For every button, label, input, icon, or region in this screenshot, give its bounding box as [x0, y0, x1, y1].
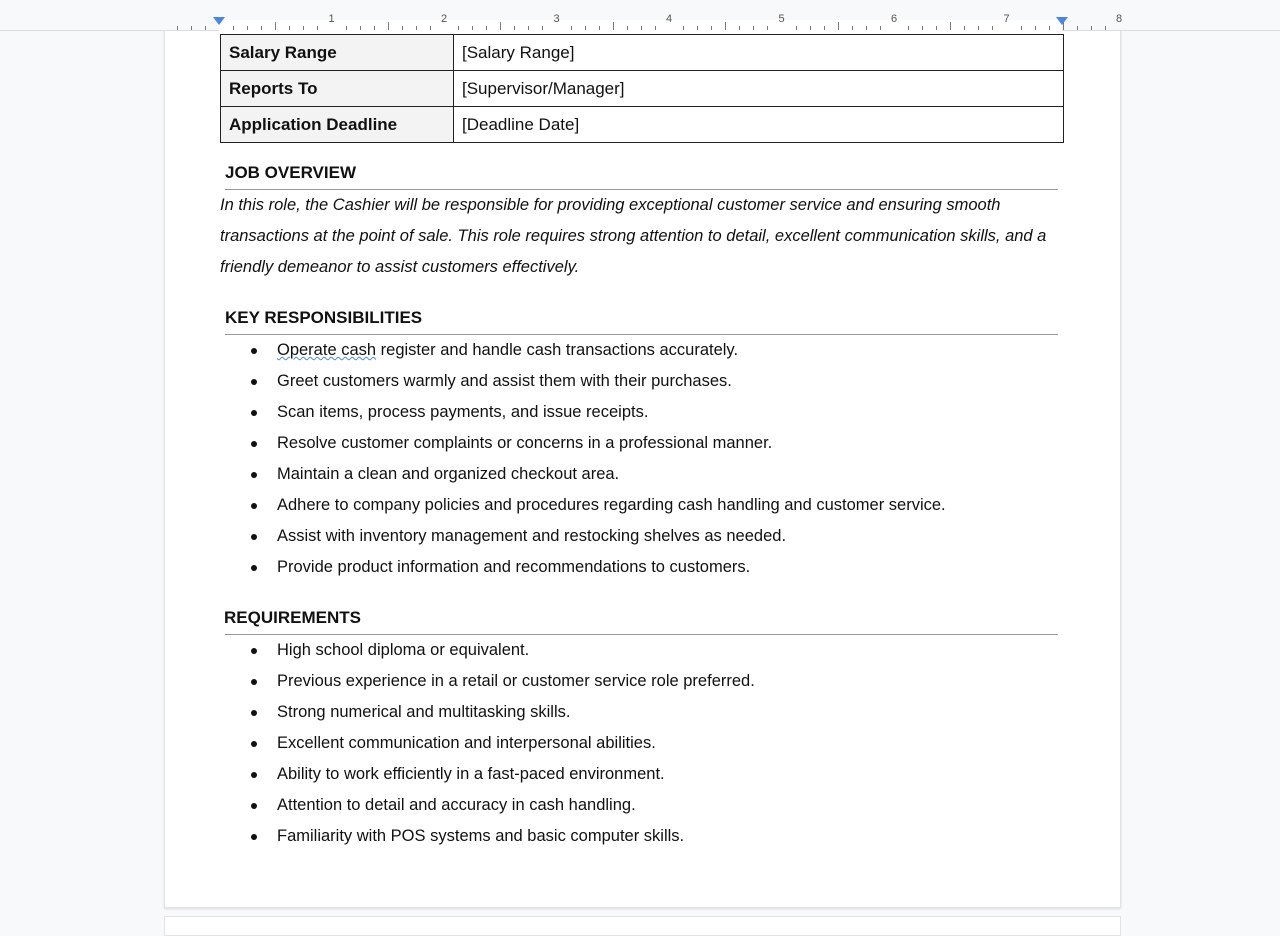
ruler-tick — [289, 26, 290, 30]
section-heading-responsibilities: KEY RESPONSIBILITIES — [225, 308, 423, 327]
ruler-tick — [247, 26, 248, 30]
ruler-tick — [346, 26, 347, 30]
ruler-number: 4 — [665, 13, 673, 25]
spellcheck-word[interactable]: Operate cash — [277, 341, 377, 359]
ruler-tick — [261, 26, 262, 30]
ruler-tick — [233, 26, 234, 30]
ruler-tick — [303, 26, 304, 30]
ruler-tick — [1049, 26, 1050, 30]
ruler-tick — [852, 26, 853, 30]
ruler-tick — [1091, 26, 1092, 30]
ruler-tick — [683, 26, 684, 30]
list-item: Attention to detail and accuracy in cash handling. — [248, 790, 755, 821]
ruler-tick — [416, 26, 417, 30]
left-indent-marker[interactable] — [213, 17, 225, 25]
list-item: Provide product information and recommendations to customers. — [248, 552, 946, 583]
ruler-number: 3 — [553, 13, 560, 25]
ruler-tick — [514, 26, 515, 30]
ruler-tick — [275, 22, 276, 30]
ruler-number: 7 — [1003, 13, 1010, 25]
ruler-tick — [824, 26, 825, 30]
list-item: Ability to work efficiently in a fast-paced environment. — [248, 759, 755, 790]
list-item-text: register and handle cash transactions accurately. — [376, 341, 739, 359]
ruler-number: 5 — [778, 13, 785, 25]
row-value[interactable]: [Supervisor/Manager] — [454, 71, 1064, 107]
overview-paragraph: In this role, the Cashier will be responsible for providing exceptional customer service and ensuring smooth transactions at the point of sale. This role requires strong attention to detail, excellent communication skills, and a friendly demeanor to assist customers effectively. — [220, 196, 1047, 276]
ruler-tick — [1105, 26, 1106, 30]
row-label[interactable]: Salary Range — [221, 35, 454, 71]
section-heading-requirements: REQUIREMENTS — [224, 608, 361, 627]
ruler-tick — [866, 26, 867, 30]
ruler-tick — [711, 26, 712, 30]
ruler-tick — [992, 26, 993, 30]
list-item: Maintain a clean and organized checkout area. — [248, 459, 946, 490]
ruler-tick — [317, 26, 318, 30]
table-row — [221, 71, 1064, 107]
ruler-tick — [838, 22, 839, 30]
ruler-tick — [177, 26, 178, 30]
horizontal-ruler[interactable] — [0, 0, 1280, 31]
list-item: Excellent communication and interpersonal abilities. — [248, 728, 755, 759]
ruler-tick — [1077, 26, 1078, 30]
section-heading-overview: JOB OVERVIEW — [225, 163, 356, 182]
ruler-tick — [880, 26, 881, 30]
ruler-number: 6 — [890, 13, 898, 25]
ruler-tick — [613, 22, 614, 30]
ruler-tick — [950, 22, 951, 30]
ruler-number: 2 — [440, 13, 448, 25]
ruler-number: 8 — [1115, 13, 1123, 25]
ruler-tick — [542, 26, 543, 30]
ruler-tick — [430, 26, 431, 30]
job-info-table — [220, 34, 1064, 143]
table-row — [221, 35, 1064, 71]
ruler-tick — [458, 26, 459, 30]
ruler-tick — [500, 22, 501, 30]
list-item: Strong numerical and multitasking skills. — [248, 697, 755, 728]
list-item: Scan items, process payments, and issue receipts. — [248, 397, 946, 428]
ruler-tick — [936, 26, 937, 30]
list-item: Greet customers warmly and assist them with their purchases. — [248, 366, 946, 397]
ruler-tick — [641, 26, 642, 30]
list-item — [248, 335, 946, 366]
ruler-tick — [599, 26, 600, 30]
list-item: High school diploma or equivalent. — [248, 635, 755, 666]
ruler-tick — [697, 26, 698, 30]
ruler-tick — [767, 26, 768, 30]
responsibilities-list — [248, 335, 946, 583]
ruler-tick — [978, 26, 979, 30]
ruler-tick — [205, 26, 206, 30]
list-item: Familiarity with POS systems and basic computer skills. — [248, 821, 755, 852]
ruler-tick — [655, 26, 656, 30]
ruler-number: 1 — [328, 13, 335, 25]
list-item: Adhere to company policies and procedures regarding cash handling and customer service. — [248, 490, 946, 521]
ruler-tick — [486, 26, 487, 30]
list-item: Resolve customer complaints or concerns in a professional manner. — [248, 428, 946, 459]
ruler-tick — [796, 26, 797, 30]
row-label[interactable]: Reports To — [221, 71, 454, 107]
row-value[interactable]: [Deadline Date] — [454, 107, 1064, 143]
ruler-tick — [571, 26, 572, 30]
ruler-tick — [374, 26, 375, 30]
ruler-tick — [1063, 22, 1064, 30]
list-item: Assist with inventory management and restocking shelves as needed. — [248, 521, 946, 552]
ruler-tick — [725, 22, 726, 30]
ruler-tick — [360, 26, 361, 30]
ruler-tick — [753, 26, 754, 30]
table-row — [221, 107, 1064, 143]
ruler-tick — [810, 26, 811, 30]
row-label[interactable]: Application Deadline — [221, 107, 454, 143]
ruler-tick — [191, 26, 192, 30]
requirements-list — [248, 635, 755, 852]
ruler-tick — [922, 26, 923, 30]
ruler-tick — [585, 26, 586, 30]
ruler-tick — [908, 26, 909, 30]
ruler-tick — [528, 26, 529, 30]
ruler-tick — [388, 22, 389, 30]
ruler-tick — [964, 26, 965, 30]
next-page — [164, 916, 1121, 936]
ruler-tick — [1035, 26, 1036, 30]
ruler-tick — [402, 26, 403, 30]
list-item: Previous experience in a retail or customer service role preferred. — [248, 666, 755, 697]
ruler-tick — [739, 26, 740, 30]
ruler-tick — [627, 26, 628, 30]
row-value[interactable]: [Salary Range] — [454, 35, 1064, 71]
ruler-tick — [1021, 26, 1022, 30]
ruler-tick — [472, 26, 473, 30]
